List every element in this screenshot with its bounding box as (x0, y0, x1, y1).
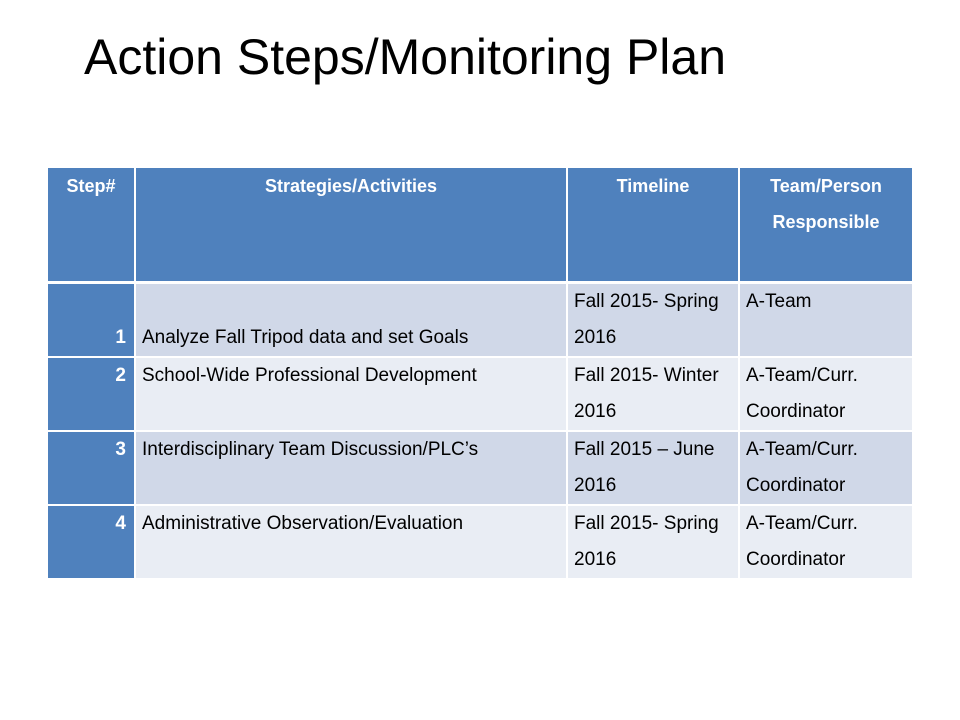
step-number: 4 (48, 505, 135, 579)
step-number: 3 (48, 431, 135, 505)
timeline-cell: Fall 2015- Spring 2016 (567, 282, 739, 357)
header-timeline: Timeline (567, 168, 739, 282)
team-cell: A-Team/Curr. Coordinator (739, 431, 912, 505)
team-cell: A-Team (739, 282, 912, 357)
table-row (48, 282, 912, 357)
timeline-cell: Fall 2015 – June 2016 (567, 431, 739, 505)
strategy-cell: Administrative Observation/Evaluation (135, 505, 567, 579)
step-number: 2 (48, 357, 135, 431)
team-cell: A-Team/Curr. Coordinator (739, 505, 912, 579)
timeline-cell: Fall 2015- Winter 2016 (567, 357, 739, 431)
table-header-row (48, 168, 912, 282)
slide-title: Action Steps/Monitoring Plan (84, 29, 727, 85)
timeline-cell: Fall 2015- Spring 2016 (567, 505, 739, 579)
table-row (48, 357, 912, 431)
header-step: Step# (48, 168, 135, 282)
header-strategies: Strategies/Activities (135, 168, 567, 282)
action-steps-table (48, 168, 912, 580)
strategy-cell: Analyze Fall Tripod data and set Goals (135, 282, 567, 357)
table-row (48, 431, 912, 505)
table-row (48, 505, 912, 579)
strategy-cell: Interdisciplinary Team Discussion/PLC’s (135, 431, 567, 505)
team-cell: A-Team/Curr. Coordinator (739, 357, 912, 431)
strategy-cell: School-Wide Professional Development (135, 357, 567, 431)
step-number: 1 (48, 282, 135, 357)
header-team: Team/Person Responsible (739, 168, 912, 282)
